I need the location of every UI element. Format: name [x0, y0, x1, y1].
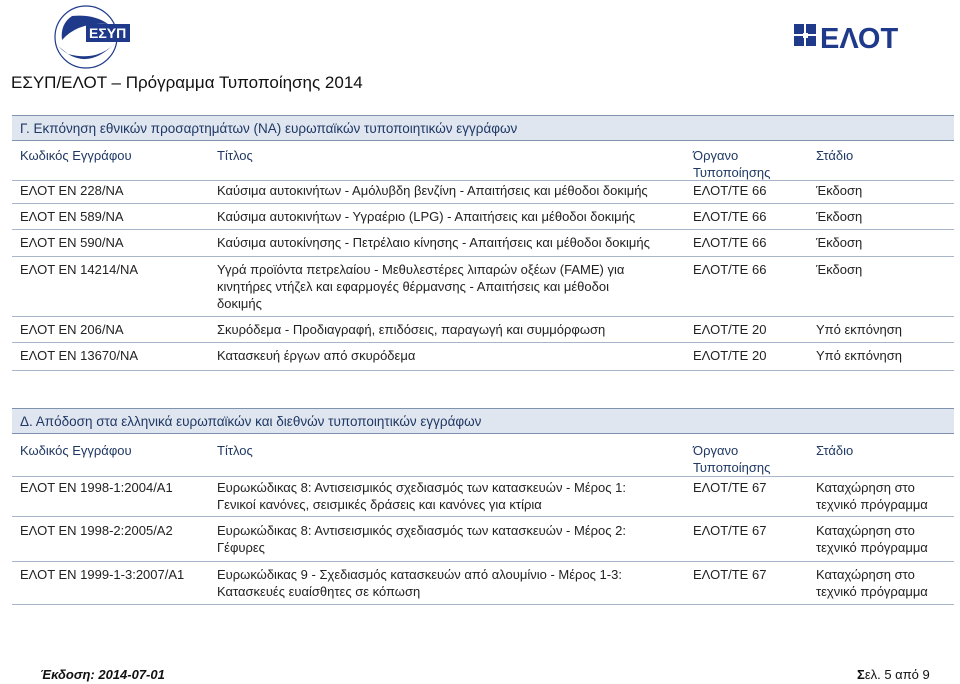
row-divider: [12, 229, 954, 230]
page-text: ελ. 5 από 9: [864, 667, 930, 682]
row-divider: [12, 342, 954, 343]
section-d-column-headers: [12, 442, 954, 476]
esyp-logo-text: ΕΣΥΠ: [89, 25, 127, 41]
doc-title: Υγρά προϊόντα πετρελαίου - Μεθυλεστέρες λιπαρών οξέων (FAME) για κινητήρες ντήζελ και εφαρμογές θέρμανσης - Απαιτήσεις και μέθοδοι δοκιμής: [217, 262, 625, 311]
doc-stage: Υπό εκπόνηση: [816, 322, 902, 337]
section-c-column-headers: [12, 147, 954, 181]
row-divider: [12, 476, 954, 477]
doc-code: ΕΛΟΤ ΕΝ 13670/ΝΑ: [20, 348, 139, 363]
page-prefix: Σ: [857, 667, 865, 682]
doc-stage: Έκδοση: [816, 235, 863, 250]
col-stage-header: Στάδιο: [816, 148, 854, 163]
elot-logo-text: ΕΛΟΤ: [820, 23, 899, 54]
row-divider: [12, 256, 954, 257]
row-divider: [12, 370, 954, 371]
col-code-header: Κωδικός Εγγράφου: [20, 443, 132, 458]
doc-code: ΕΛΟΤ ΕΝ 14214/ΝΑ: [20, 262, 139, 277]
doc-title: Ευρωκώδικας 9 - Σχεδιασμός κατασκευών από αλουμίνιο - Μέρος 1-3: Κατασκευές ευαίσθητες σε κόπωση: [217, 567, 622, 599]
row-divider: [12, 604, 954, 605]
doc-stage: Καταχώρηση στο τεχνικό πρόγραμμα: [816, 480, 928, 512]
doc-stage: Υπό εκπόνηση: [816, 348, 902, 363]
doc-code: ΕΛΟΤ ΕΝ 228/ΝΑ: [20, 183, 124, 198]
doc-body: ΕΛΟΤ/ΤΕ 67: [693, 480, 767, 495]
row-divider: [12, 203, 954, 204]
doc-body: ΕΛΟΤ/ΤΕ 20: [693, 322, 767, 337]
doc-title: Καύσιμα αυτοκίνησης - Πετρέλαιο κίνησης - Απαιτήσεις και μέθοδοι δοκιμής: [217, 235, 650, 250]
section-c-heading: Γ. Εκπόνηση εθνικών προσαρτημάτων (NA) ευρωπαϊκών τυποποιητικών εγγράφων: [12, 115, 954, 141]
doc-body: ΕΛΟΤ/ΤΕ 66: [693, 183, 767, 198]
doc-body: ΕΛΟΤ/ΤΕ 66: [693, 235, 767, 250]
row-divider: [12, 316, 954, 317]
doc-code: ΕΛΟΤ ΕΝ 589/ΝΑ: [20, 209, 124, 224]
doc-title: Κατασκευή έργων από σκυρόδεμα: [217, 348, 416, 363]
col-body-header: Όργανο Τυποποίησης: [693, 148, 771, 180]
doc-code: ΕΛΟΤ ΕΝ 1998-2:2005/Α2: [20, 523, 173, 538]
doc-stage: Έκδοση: [816, 262, 863, 277]
doc-title: Καύσιμα αυτοκινήτων - Αμόλυβδη βενζίνη - Απαιτήσεις και μέθοδοι δοκιμής: [217, 183, 648, 198]
row-divider: [12, 561, 954, 562]
doc-body: ΕΛΟΤ/ΤΕ 67: [693, 567, 767, 582]
row-divider: [12, 180, 954, 181]
doc-body: ΕΛΟΤ/ΤΕ 20: [693, 348, 767, 363]
esyp-logo: [38, 2, 138, 72]
page-number: [857, 667, 930, 682]
doc-title: Ευρωκώδικας 8: Αντισεισμικός σχεδιασμός των κατασκευών - Μέρος 2: Γέφυρες: [217, 523, 626, 555]
doc-code: ΕΛΟΤ ΕΝ 590/ΝΑ: [20, 235, 124, 250]
col-title-header: Τίτλος: [217, 443, 253, 458]
edition-date: Έκδοση: 2014-07-01: [40, 667, 165, 682]
doc-title: Σκυρόδεμα - Προδιαγραφή, επιδόσεις, παραγωγή και συμμόρφωση: [217, 322, 606, 337]
doc-body: ΕΛΟΤ/ΤΕ 67: [693, 523, 767, 538]
doc-code: ΕΛΟΤ ΕΝ 206/ΝΑ: [20, 322, 124, 337]
doc-title: Ευρωκώδικας 8: Αντισεισμικός σχεδιασμός των κατασκευών - Μέρος 1: Γενικοί κανόνες, σεισμικές δράσεις και κανόνες για κτίρια: [217, 480, 626, 512]
doc-stage: Έκδοση: [816, 209, 863, 224]
col-stage-header: Στάδιο: [816, 443, 854, 458]
doc-stage: Καταχώρηση στο τεχνικό πρόγραμμα: [816, 567, 928, 599]
doc-body: ΕΛΟΤ/ΤΕ 66: [693, 262, 767, 277]
row-divider: [12, 516, 954, 517]
col-title-header: Τίτλος: [217, 148, 253, 163]
doc-stage: Έκδοση: [816, 183, 863, 198]
doc-stage: Καταχώρηση στο τεχνικό πρόγραμμα: [816, 523, 928, 555]
elot-logo: [794, 16, 906, 54]
document-title: ΕΣΥΠ/ΕΛΟΤ – Πρόγραμμα Τυποποίησης 2014: [11, 73, 363, 92]
doc-title: Καύσιμα αυτοκινήτων - Υγραέριο (LPG) - Απαιτήσεις και μέθοδοι δοκιμής: [217, 209, 636, 224]
section-d-heading: Δ. Απόδοση στα ελληνικά ευρωπαϊκών και διεθνών τυποποιητικών εγγράφων: [12, 408, 954, 434]
col-code-header: Κωδικός Εγγράφου: [20, 148, 132, 163]
doc-code: ΕΛΟΤ ΕΝ 1999-1-3:2007/Α1: [20, 567, 185, 582]
doc-body: ΕΛΟΤ/ΤΕ 66: [693, 209, 767, 224]
col-body-header: Όργανο Τυποποίησης: [693, 443, 771, 475]
doc-code: ΕΛΟΤ ΕΝ 1998-1:2004/Α1: [20, 480, 173, 495]
